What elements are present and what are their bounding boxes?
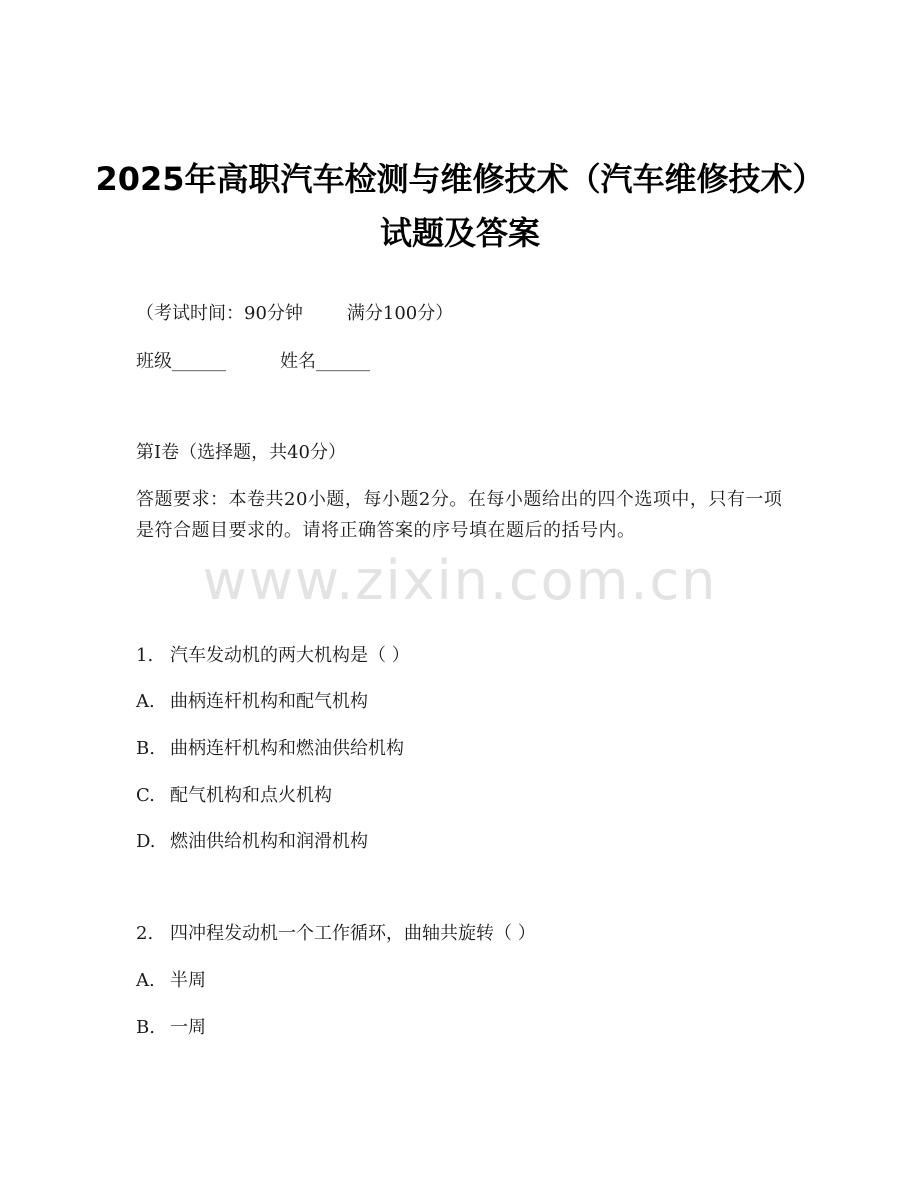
option-text: 曲柄连杆机构和配气机构 xyxy=(170,691,368,712)
question-2-option-b xyxy=(136,1016,206,1040)
question-1-option-b xyxy=(136,737,404,761)
option-text: 半周 xyxy=(170,970,206,991)
question-text: 四冲程发动机一个工作循环，曲轴共旋转（ ） xyxy=(170,923,536,944)
option-label: B. xyxy=(136,738,155,759)
option-label: B. xyxy=(136,1017,155,1038)
question-2-option-a xyxy=(136,969,206,993)
option-label: C. xyxy=(136,785,155,806)
question-1-option-c xyxy=(136,784,332,808)
watermark: www.zixin.com.cn xyxy=(202,549,718,612)
option-label: A. xyxy=(136,691,155,712)
question-1-option-d xyxy=(136,830,368,854)
exam-info-line xyxy=(136,302,453,326)
class-field: 班级______ xyxy=(136,351,226,372)
name-field: 姓名______ xyxy=(280,351,370,372)
question-1 xyxy=(136,644,410,668)
option-label: D. xyxy=(136,831,156,852)
question-number: 1. xyxy=(136,645,154,666)
exam-time: （考试时间：90分钟 xyxy=(136,303,303,324)
question-text: 汽车发动机的两大机构是（ ） xyxy=(170,645,410,666)
question-2 xyxy=(136,922,536,946)
question-number: 2. xyxy=(136,923,154,944)
student-fields-line xyxy=(136,350,370,374)
option-text: 燃油供给机构和润滑机构 xyxy=(170,831,368,852)
question-1-option-a xyxy=(136,690,368,714)
option-text: 曲柄连杆机构和燃油供给机构 xyxy=(170,738,404,759)
option-text: 一周 xyxy=(170,1017,206,1038)
page-title: 2025年高职汽车检测与维修技术（汽车维修技术）试题及答案 xyxy=(95,160,825,252)
exam-full-score: 满分100分） xyxy=(346,303,454,324)
option-label: A. xyxy=(136,970,155,991)
option-text: 配气机构和点火机构 xyxy=(170,785,332,806)
instructions-paragraph: 答题要求：本卷共20小题，每小题2分。在每小题给出的四个选项中，只有一项是符合题目要求的。请将正确答案的序号填在题后的括号内。 xyxy=(136,489,783,541)
section-heading: 第I卷（选择题，共40分） xyxy=(136,442,347,463)
